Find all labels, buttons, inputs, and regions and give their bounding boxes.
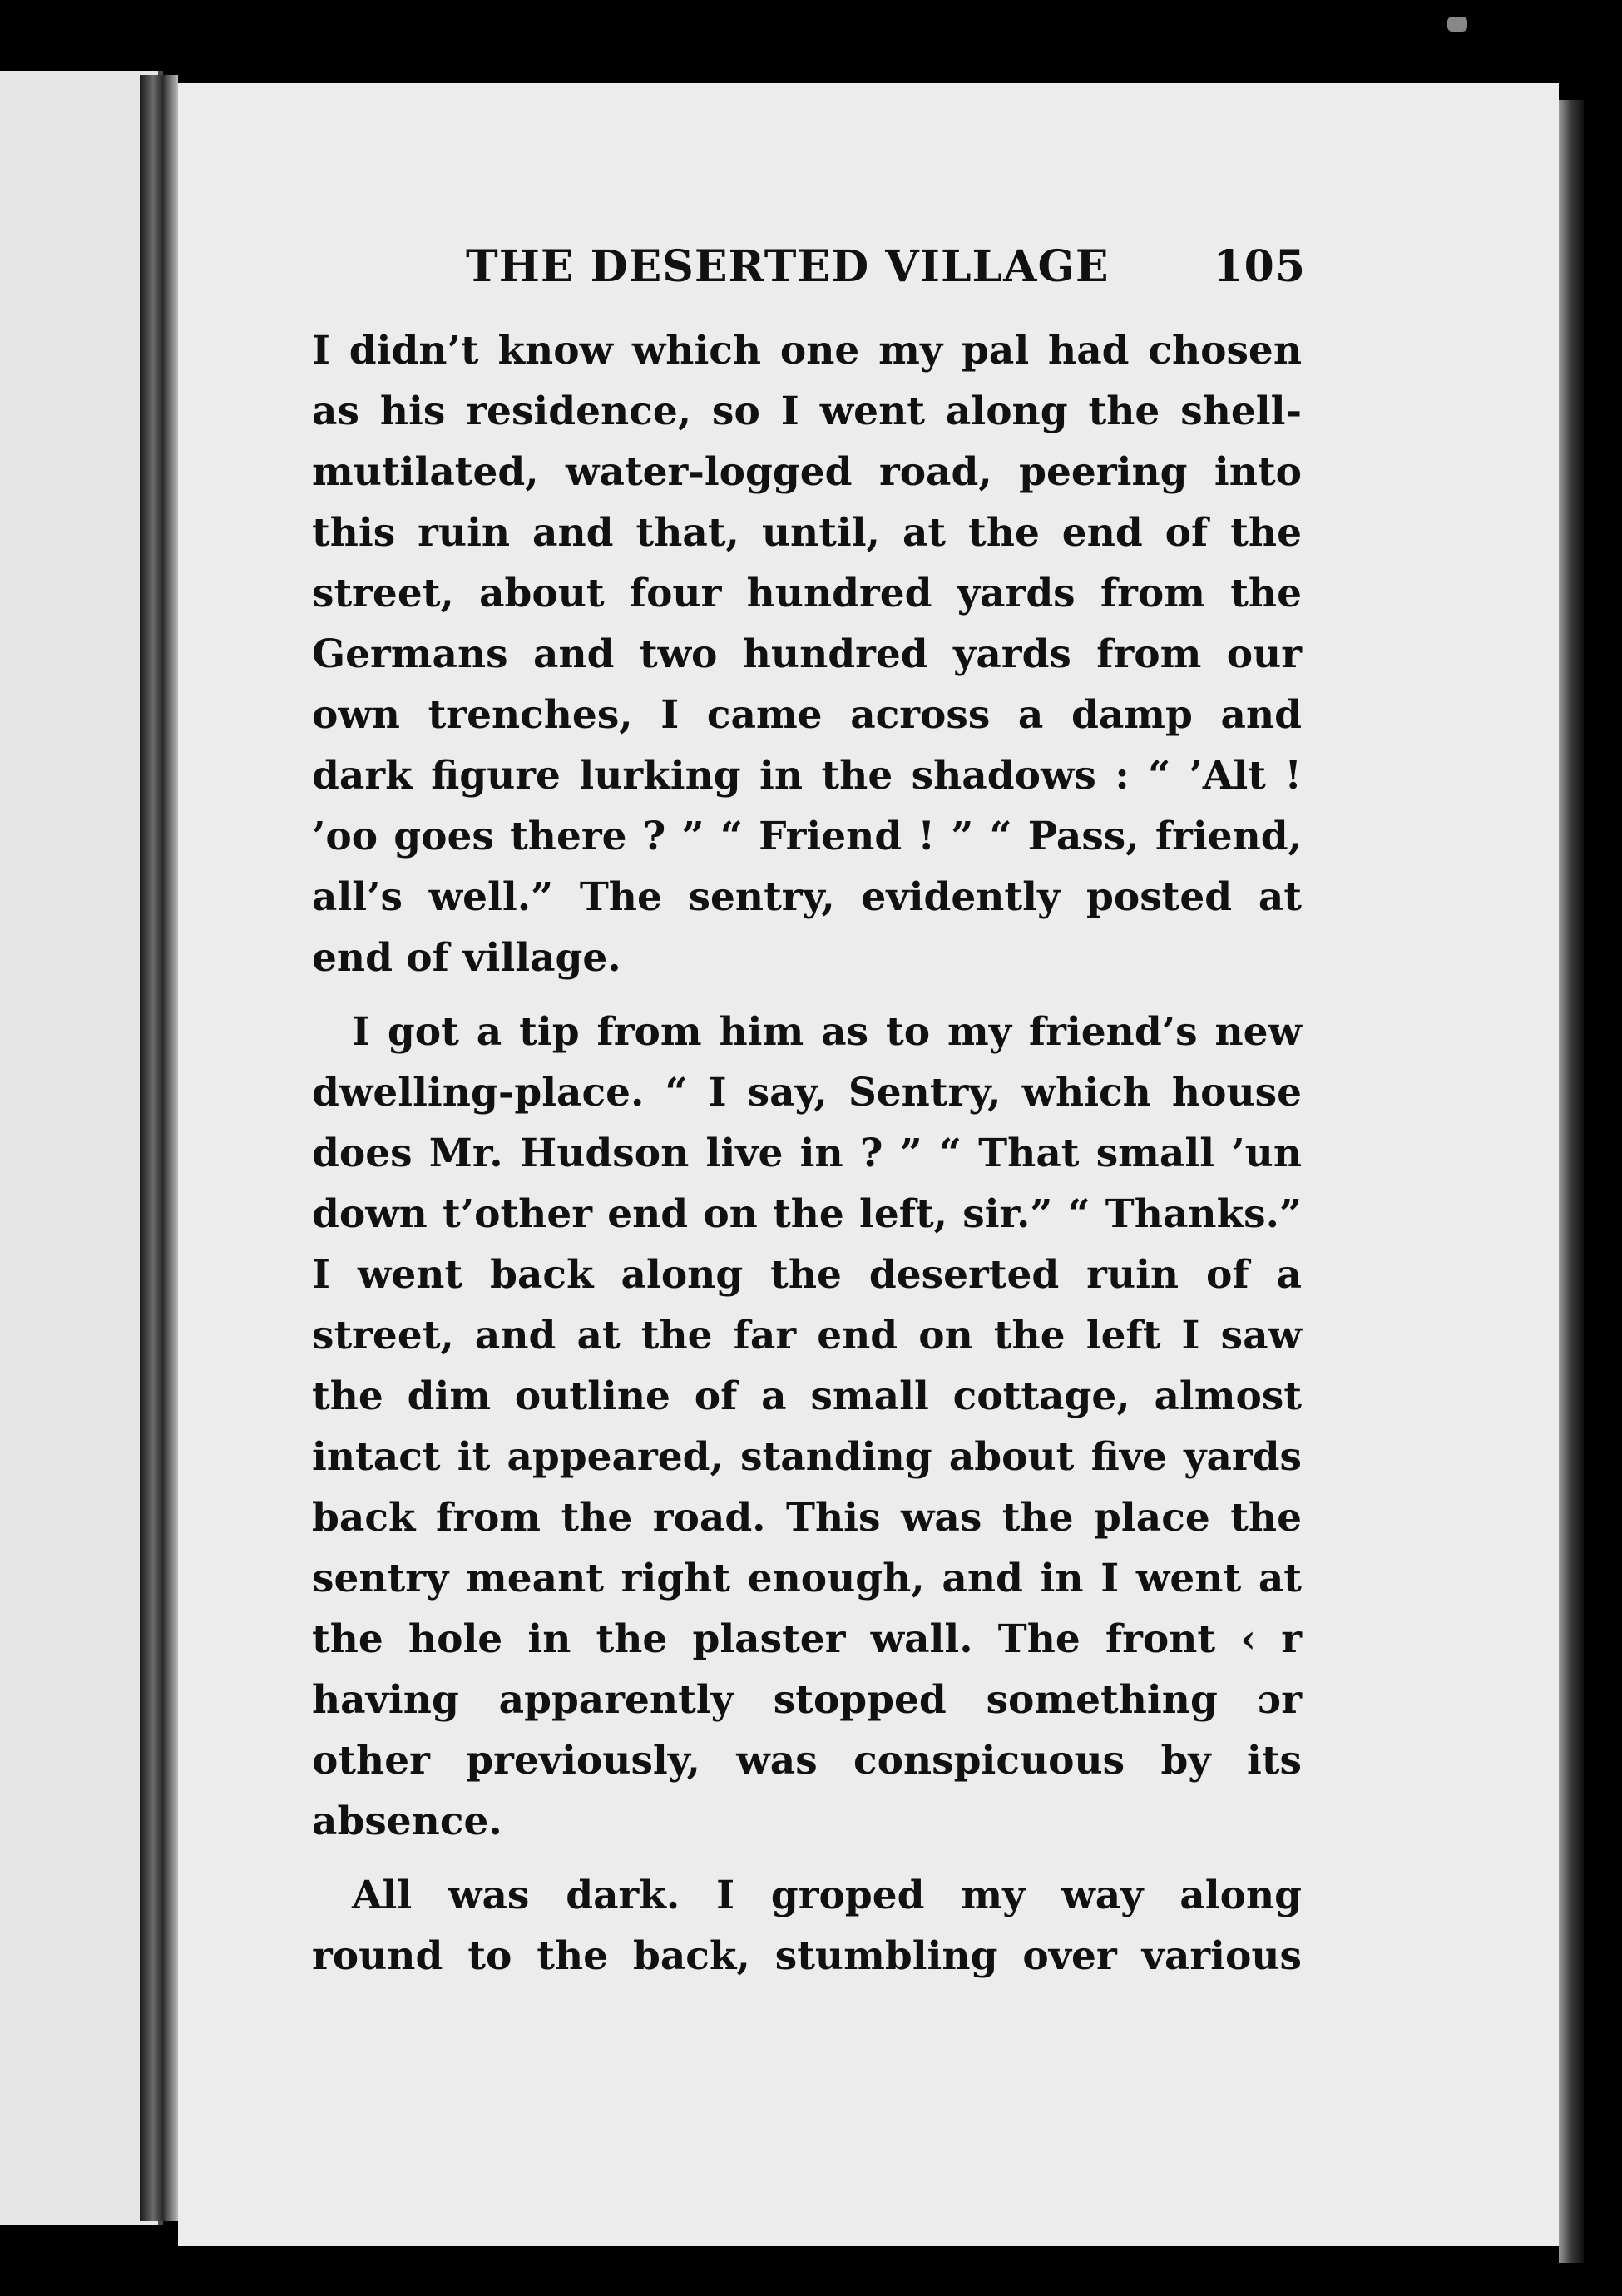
- text-line: this ruin and that, until, at the end of the: [312, 510, 1302, 556]
- text-line: all’s well.” The sentry, evidently posted at: [312, 874, 1302, 920]
- text-line: street, about four hundred yards from the: [312, 571, 1302, 616]
- running-head-title: THE DESERTED VILLAGE: [466, 241, 1110, 292]
- text-line: the hole in the plaster wall. The front ‹ r: [312, 1616, 1302, 1662]
- text-line: own trenches, I came across a damp and: [312, 692, 1302, 738]
- text-line: street, and at the far end on the left I saw: [312, 1313, 1302, 1358]
- text-line: mutilated, water-logged road, peering into: [312, 449, 1302, 495]
- text-line: I got a tip from him as to my friend’s new: [352, 1009, 1302, 1055]
- text-line: down t’other end on the left, sir.” “ Thanks.”: [312, 1191, 1302, 1237]
- text-line: as his residence, so I went along the shell-: [312, 388, 1302, 434]
- text-line: other previously, was conspicuous by its: [312, 1738, 1302, 1784]
- text-line: does Mr. Hudson live in ? ” “ That small ’un: [312, 1131, 1302, 1176]
- paragraph-3: [312, 1865, 1302, 1987]
- running-head: [466, 241, 1306, 299]
- text-line: Germans and two hundred yards from our: [312, 631, 1302, 677]
- text-line: round to the back, stumbling over various: [312, 1933, 1302, 1979]
- text-line: dwelling-place. “ I say, Sentry, which house: [312, 1070, 1302, 1116]
- text-line: absence.: [312, 1799, 502, 1844]
- paragraph-2: [312, 1002, 1302, 1852]
- text-line: sentry meant right enough, and in I went at: [312, 1556, 1302, 1601]
- facing-page-edge: [0, 71, 163, 2225]
- page-edge-shadow: [1559, 100, 1584, 2263]
- text-line: having apparently stopped something ɔr: [312, 1677, 1302, 1723]
- text-line: the dim outline of a small cottage, almost: [312, 1373, 1302, 1419]
- text-line: end of village.: [312, 935, 621, 981]
- text-line: intact it appeared, standing about five yards: [312, 1434, 1302, 1480]
- body-text: [312, 320, 1302, 1987]
- text-line: ’oo goes there ? ” “ Friend ! ” “ Pass, friend,: [312, 814, 1302, 859]
- text-line: I went back along the deserted ruin of a: [312, 1252, 1302, 1298]
- scan-speck: [1447, 17, 1467, 32]
- book-gutter: [140, 75, 178, 2221]
- text-line: dark figure lurking in the shadows : “ ’Alt !: [312, 753, 1302, 799]
- text-line: All was dark. I groped my way along: [352, 1873, 1302, 1918]
- text-line: back from the road. This was the place the: [312, 1495, 1302, 1541]
- paragraph-1: [312, 320, 1302, 988]
- page-number: 105: [1213, 241, 1306, 292]
- text-line: I didn’t know which one my pal had chosen: [312, 328, 1302, 374]
